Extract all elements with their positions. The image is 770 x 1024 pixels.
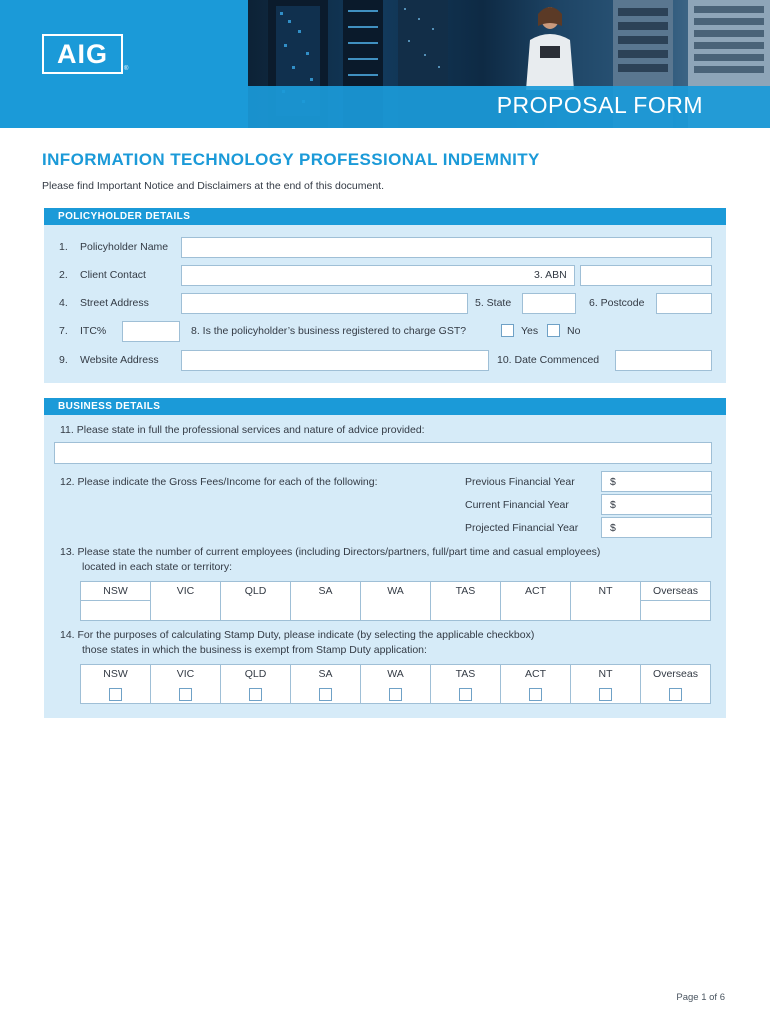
stamp-head-nt: NT bbox=[598, 668, 613, 680]
page-subtitle: Please find Important Notice and Disclaimers at the end of this document. bbox=[42, 180, 385, 192]
stamp-checkbox-overseas[interactable] bbox=[669, 688, 682, 701]
banner-title: PROPOSAL FORM bbox=[496, 92, 703, 118]
q5-label: 5. State bbox=[475, 297, 512, 309]
employees-input-nsw[interactable] bbox=[81, 601, 151, 620]
fee-projected-label: Projected Financial Year bbox=[465, 522, 579, 534]
stamp-head-nsw: NSW bbox=[103, 668, 128, 680]
stamp-col-wa bbox=[361, 665, 431, 703]
employees-head-vic: VIC bbox=[176, 585, 195, 597]
q14-label-line2: those states in which the business is exempt from Stamp Duty application: bbox=[82, 644, 427, 656]
date-commenced-input[interactable] bbox=[615, 350, 712, 371]
stamp-checkbox-qld[interactable] bbox=[249, 688, 262, 701]
gst-no-label: No bbox=[567, 325, 581, 337]
employees-input-tas[interactable] bbox=[431, 601, 501, 620]
currency-symbol: $ bbox=[610, 522, 616, 534]
employees-input-vic[interactable] bbox=[151, 601, 221, 620]
aig-logo bbox=[42, 34, 123, 74]
stamp-col-nsw bbox=[81, 665, 151, 703]
stamp-duty-table bbox=[80, 664, 711, 704]
policyholder-section bbox=[44, 208, 726, 383]
stamp-checkbox-tas[interactable] bbox=[459, 688, 472, 701]
q4-label: Street Address bbox=[80, 297, 149, 309]
aig-logo-text: AIG bbox=[56, 39, 108, 69]
website-address-input[interactable] bbox=[181, 350, 489, 371]
itc-input[interactable] bbox=[122, 321, 180, 342]
policyholder-heading: POLICYHOLDER DETAILS bbox=[44, 208, 726, 225]
business-heading: BUSINESS DETAILS bbox=[44, 398, 726, 415]
professional-services-input[interactable] bbox=[54, 442, 712, 464]
stamp-col-act bbox=[501, 665, 571, 703]
logo-registered-mark: ® bbox=[124, 66, 129, 72]
q9-label: Website Address bbox=[80, 354, 159, 366]
q1-label: Policyholder Name bbox=[80, 241, 169, 253]
employees-head-sa: SA bbox=[318, 585, 333, 597]
fee-current-label: Current Financial Year bbox=[465, 499, 569, 511]
employees-table bbox=[80, 581, 711, 621]
gst-yes-label: Yes bbox=[521, 325, 539, 337]
employees-input-qld[interactable] bbox=[221, 601, 291, 620]
stamp-col-qld bbox=[221, 665, 291, 703]
abn-input[interactable] bbox=[580, 265, 712, 286]
q12-label: 12. Please indicate the Gross Fees/Income for each of the following: bbox=[60, 476, 378, 488]
stamp-checkbox-nsw[interactable] bbox=[109, 688, 122, 701]
employees-head-nt: NT bbox=[598, 585, 613, 597]
currency-symbol: $ bbox=[610, 476, 616, 488]
employees-input-sa[interactable] bbox=[291, 601, 361, 620]
q14-label-line1: 14. For the purposes of calculating Stamp Duty, please indicate (by selecting the applicable checkbox) bbox=[60, 629, 535, 641]
employees-input-nt[interactable] bbox=[571, 601, 641, 620]
gst-no-checkbox[interactable] bbox=[547, 324, 560, 337]
client-contact-input[interactable] bbox=[181, 265, 575, 286]
page-number: Page 1 of 6 bbox=[676, 992, 725, 1003]
header bbox=[0, 0, 770, 128]
stamp-checkbox-wa[interactable] bbox=[389, 688, 402, 701]
stamp-checkbox-sa[interactable] bbox=[319, 688, 332, 701]
stamp-col-overseas bbox=[641, 665, 710, 703]
street-address-input[interactable] bbox=[181, 293, 468, 314]
q2-number: 2. bbox=[59, 269, 68, 281]
stamp-col-tas bbox=[431, 665, 501, 703]
q13-label-line1: 13. Please state the number of current employees (including Directors/partners, full/part time and casual employees) bbox=[60, 546, 601, 558]
fee-previous-input[interactable] bbox=[601, 471, 712, 492]
stamp-checkbox-nt[interactable] bbox=[599, 688, 612, 701]
stamp-col-sa bbox=[291, 665, 361, 703]
employees-head-tas: TAS bbox=[455, 585, 476, 597]
q10-label: 10. Date Commenced bbox=[497, 354, 600, 366]
stamp-checkbox-act[interactable] bbox=[529, 688, 542, 701]
employees-head-overseas: Overseas bbox=[641, 582, 710, 601]
stamp-head-vic: VIC bbox=[176, 668, 195, 680]
employees-head-nsw: NSW bbox=[81, 582, 150, 601]
q1-number: 1. bbox=[59, 241, 68, 253]
fee-previous-label: Previous Financial Year bbox=[465, 476, 575, 488]
state-input[interactable] bbox=[522, 293, 576, 314]
stamp-col-vic bbox=[151, 665, 221, 703]
q2-label: Client Contact bbox=[80, 269, 146, 281]
policyholder-name-input[interactable] bbox=[181, 237, 712, 258]
employees-input-overseas[interactable] bbox=[641, 601, 710, 620]
employees-head-wa: WA bbox=[387, 585, 404, 597]
employees-head-qld: QLD bbox=[244, 585, 267, 597]
q8-label: 8. Is the policyholder’s business registered to charge GST? bbox=[191, 325, 467, 337]
stamp-col-nt bbox=[571, 665, 641, 703]
q7-number: 7. bbox=[59, 325, 68, 337]
q11-label: 11. Please state in full the professional services and nature of advice provided: bbox=[60, 424, 425, 436]
employees-input-act[interactable] bbox=[501, 601, 571, 620]
stamp-head-overseas: Overseas bbox=[653, 668, 698, 680]
stamp-checkbox-vic[interactable] bbox=[179, 688, 192, 701]
q3-label: 3. ABN bbox=[534, 269, 567, 281]
stamp-head-tas: TAS bbox=[455, 668, 476, 680]
fee-current-input[interactable] bbox=[601, 494, 712, 515]
currency-symbol: $ bbox=[610, 499, 616, 511]
stamp-head-qld: QLD bbox=[244, 668, 267, 680]
q7-label: ITC% bbox=[80, 325, 107, 337]
gst-yes-checkbox[interactable] bbox=[501, 324, 514, 337]
q13-label-line2: located in each state or territory: bbox=[82, 561, 232, 573]
business-section bbox=[44, 398, 726, 718]
q4-number: 4. bbox=[59, 297, 68, 309]
employees-head-act: ACT bbox=[525, 585, 546, 597]
stamp-head-wa: WA bbox=[387, 668, 404, 680]
employees-input-wa[interactable] bbox=[361, 601, 431, 620]
stamp-head-sa: SA bbox=[318, 668, 333, 680]
fee-projected-input[interactable] bbox=[601, 517, 712, 538]
q9-number: 9. bbox=[59, 354, 68, 366]
q6-label: 6. Postcode bbox=[589, 297, 645, 309]
stamp-head-act: ACT bbox=[525, 668, 546, 680]
postcode-input[interactable] bbox=[656, 293, 712, 314]
page-title: INFORMATION TECHNOLOGY PROFESSIONAL INDEMNITY bbox=[42, 150, 540, 169]
header-blue-block bbox=[0, 0, 248, 128]
